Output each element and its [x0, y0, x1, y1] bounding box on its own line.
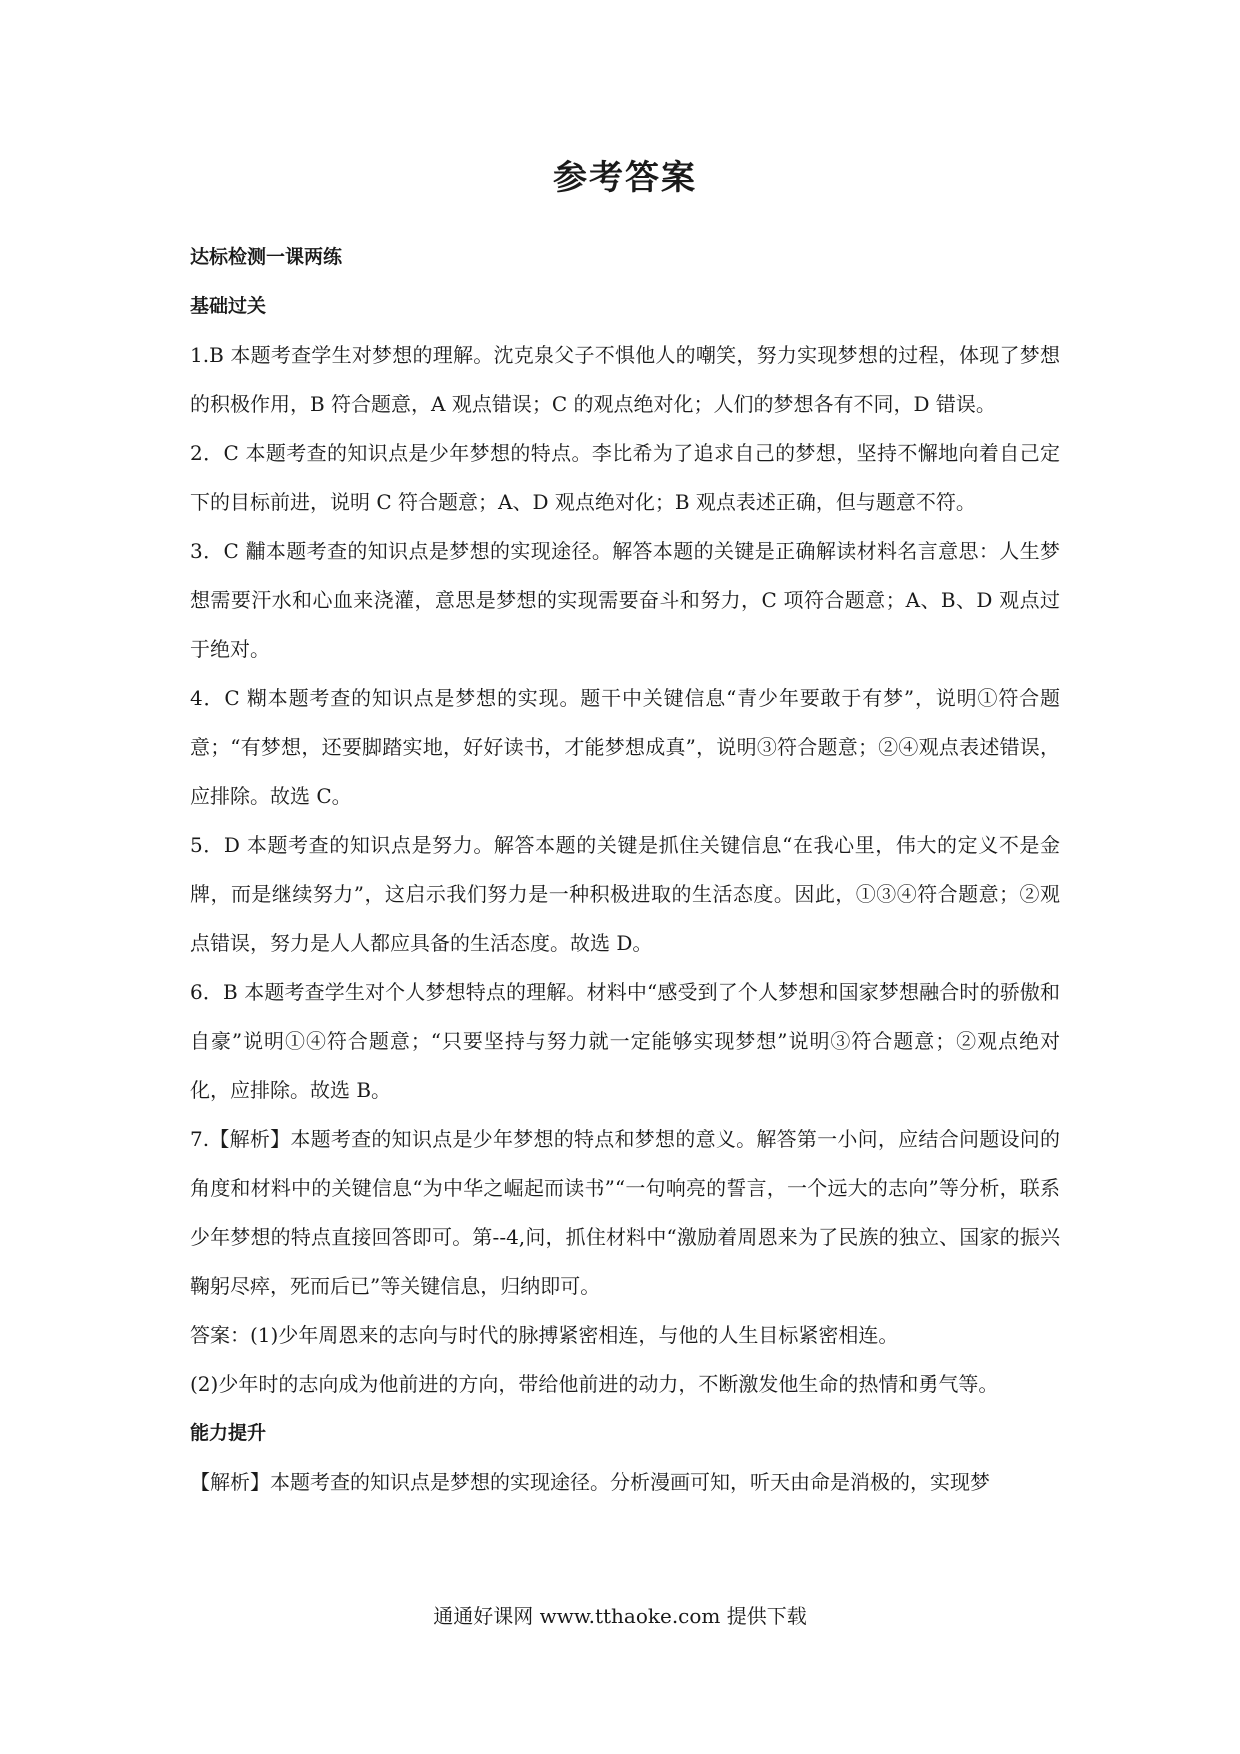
answer-paragraph-6: 6．B 本题考查学生对个人梦想特点的理解。材料中“感受到了个人梦想和国家梦想融合时的骄傲和自豪”说明①④符合题意；“只要坚持与努力就一定能够实现梦想”说明③符合题意；②观点绝对化，应排除。故选 B。	[190, 980, 1060, 1102]
answer-paragraph-5: 5．D 本题考查的知识点是努力。解答本题的关键是抓住关键信息“在我心里，伟大的定义不是金牌，而是继续努力”，这启示我们努力是一种积极进取的生活态度。因此，①③④符合题意；②观点错误，努力是人人都应具备的生活态度。故选 D。	[190, 833, 1060, 955]
answer-paragraph-3: 3．C 黼本题考查的知识点是梦想的实现途径。解答本题的关键是正确解读材料名言意思：人生梦想需要汗水和心血来浇灌，意思是梦想的实现需要奋斗和努力，C 项符合题意；A、B、D 观点过于绝对。	[190, 539, 1060, 661]
answer-paragraph-7: 7.【解析】本题考查的知识点是少年梦想的特点和梦想的意义。解答第一小问，应结合问题设问的角度和材料中的关键信息“为中华之崛起而读书”“一句响亮的誓言，一个远大的志向”等分析，联系少年梦想的特点直接回答即可。第--4,问，抓住材料中“激励着周恩来为了民族的独立、国家的振兴鞠躬尽瘁，死而后已”等关键信息，归纳即可。	[190, 1127, 1060, 1298]
advanced-paragraph: 【解析】本题考查的知识点是梦想的实现途径。分析漫画可知，听天由命是消极的，实现梦	[190, 1470, 990, 1494]
subsection-advanced: 能力提升	[190, 1422, 267, 1444]
answer-paragraph-7-answer-2: (2)少年时的志向成为他前进的方向，带给他前进的动力，不断激发他生命的热情和勇气等。	[190, 1372, 999, 1396]
answer-paragraph-4: 4．C 糊本题考查的知识点是梦想的实现。题干中关键信息“青少年要敢于有梦”，说明①符合题意；“有梦想，还要脚踏实地，好好读书，才能梦想成真”，说明③符合题意；②④观点表述错误，应排除。故选 C。	[190, 686, 1060, 808]
page-footer: 通通好课网 www.tthaoke.com 提供下载	[433, 1604, 807, 1628]
section-title: 达标检测一课两练	[190, 246, 343, 268]
answer-paragraph-1: 1.B 本题考查学生对梦想的理解。沈克泉父子不惧他人的嘲笑，努力实现梦想的过程，体现了梦想的积极作用，B 符合题意，A 观点错误；C 的观点绝对化；人们的梦想各有不同，D 错误。	[190, 343, 1060, 416]
answer-paragraph-7-answer-1: 答案：(1)少年周恩来的志向与时代的脉搏紧密相连，与他的人生目标紧密相连。	[190, 1323, 899, 1347]
page-title: 参考答案	[553, 158, 697, 198]
answer-page	[190, 150, 1060, 1507]
subsection-basic: 基础过关	[190, 295, 267, 317]
answer-paragraph-2: 2．C 本题考查的知识点是少年梦想的特点。李比希为了追求自己的梦想，坚持不懈地向着自己定下的目标前进，说明 C 符合题意；A、D 观点绝对化；B 观点表述正确，但与题意不符。	[190, 441, 1060, 514]
